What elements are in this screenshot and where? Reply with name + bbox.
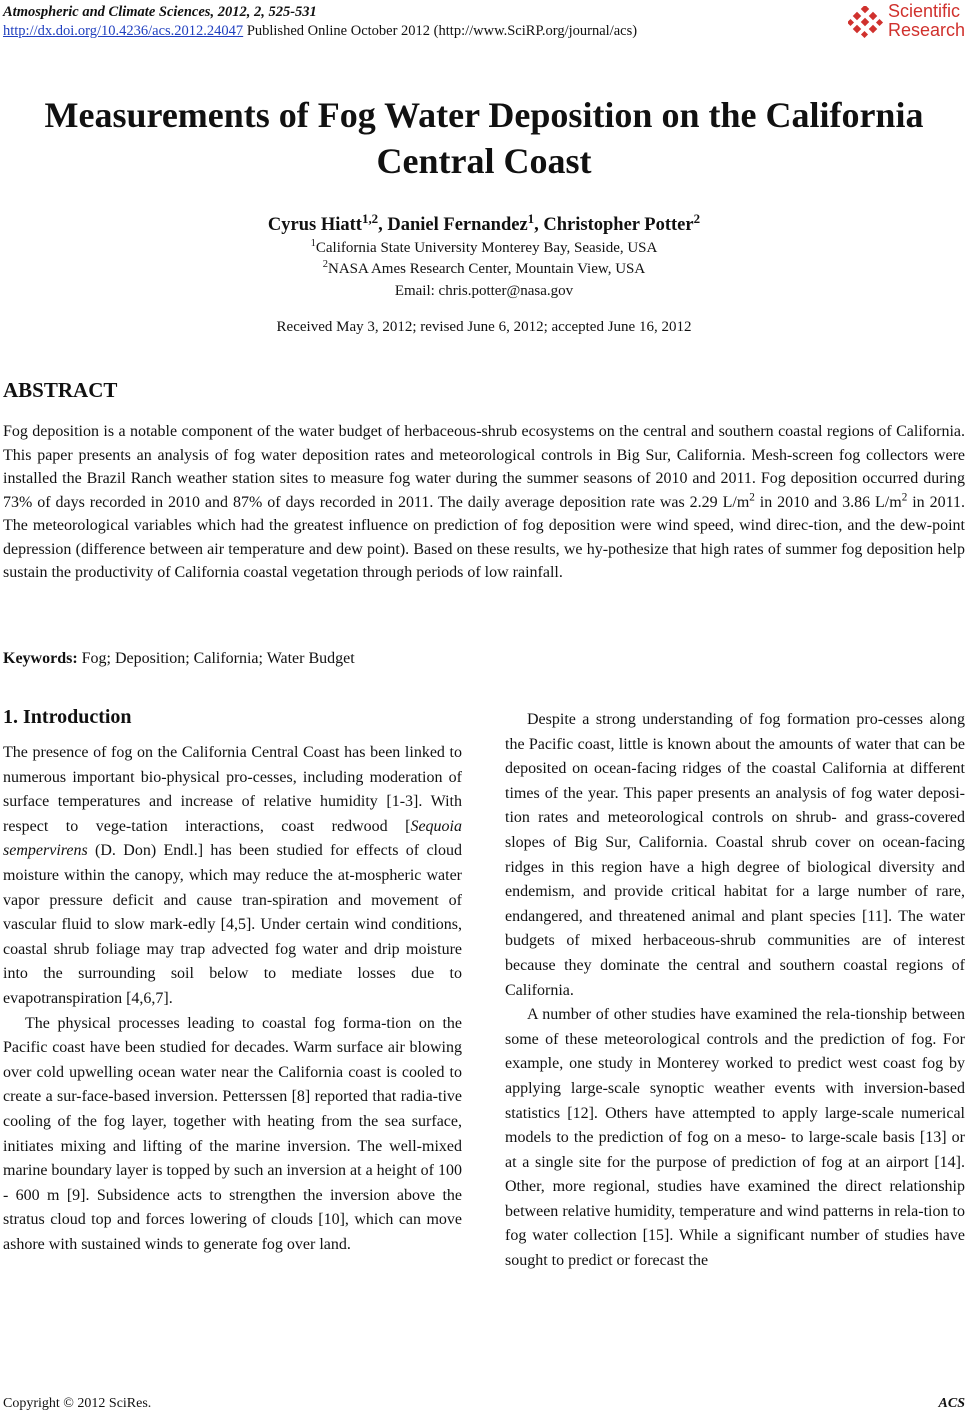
paragraph: Despite a strong understanding of fog formation pro-cesses along the Pacific coast, little is known about the amounts of water that can be deposited on ocean-facing ridges of the coastal California at different times of the year. This paper presents an analysis of fog water deposi-tion rates and meteorological controls on shrub- and grass-covered slopes of Big Sur, California. Coastal shrub cover on ocean-facing ridges in this region have a high degree of biological diversity and endemism, and provide critical habitat for a large number of rare, endangered, and threatened animal and plant species [11]. The water budgets of mixed herbaceous-shrub communities are of interest because they dominate the central and southern coastal regions of California. [505, 711, 965, 999]
logo-text [888, 2, 965, 40]
author-list [0, 210, 968, 237]
text-run: The presence of fog on the California Central Coast has been linked to numerous important bio-physical pro-cesses, including moderation of surface temperatures and increase of relative humidity [1-3]. With respect to vege-tation interactions, coast redwood [ [3, 744, 462, 835]
abstract-heading: ABSTRACT [3, 378, 118, 402]
running-header [3, 3, 823, 41]
author-name: Daniel Fernandez [387, 215, 528, 235]
keywords-text: Fog; Deposition; California; Water Budget [77, 650, 355, 667]
superscript: 2 [749, 491, 755, 504]
copyright-footer: Copyright © 2012 SciRes. [3, 1396, 152, 1411]
published-note: Published Online October 2012 (http://www.SciRP.org/journal/acs) [243, 23, 638, 39]
author-separator: , [378, 215, 388, 235]
received-dates: Received May 3, 2012; revised June 6, 2012; accepted June 16, 2012 [276, 319, 692, 335]
author-affiliation: 2 [693, 210, 701, 226]
logo-line-1: Scientific [888, 1, 961, 21]
affiliation-1 [0, 238, 968, 258]
author-affiliation: 1,2 [361, 210, 379, 226]
paragraph [3, 741, 462, 1012]
abstract-part: in 2010 and 3.86 L/m [754, 493, 902, 511]
paragraph: A number of other studies have examined the rela-tionship between some of these meteorological controls and the prediction of fog. For example, one study in Monterey worked to predict west coast fog by applying large-scale synoptic weather events with inversion-based statistics [12]. Others have attempted to apply large-scale numerical models to the prediction of fog on a meso- to large-scale basis [13] or at a single site for the purpose of prediction of fog at an airport [14]. Other, more regional, studies have examined the direct relationship between relative humidity, temperature and wind patterns in rela-tion to fog water collection [15]. While a significant number of studies have sought to predict or forecast the [505, 1006, 965, 1270]
keywords-label: Keywords: [3, 650, 78, 667]
paper-title [0, 92, 968, 184]
superscript: 2 [901, 491, 908, 504]
scirp-logo-icon [848, 6, 884, 38]
volume-pages: , 2012, 2, 525-531 [210, 4, 317, 20]
doi-link[interactable]: http://dx.doi.org/10.4236/acs.2012.24047 [3, 23, 244, 39]
author-name: Christopher Potter [543, 215, 694, 235]
contact-email: Email: chris.potter@nasa.gov [394, 283, 574, 299]
journal-name: Atmospheric and Climate Sciences [3, 4, 211, 20]
logo-line-2: Research [888, 20, 966, 40]
text-run: (D. Don) Endl.] has been studied for effects of cloud moisture within the canopy, which may reduce the at-mospheric water vapor pressure deficit and cause tran-spiration and movement of vascular fluid to slow mark-edly [4,5]. Under certain wind conditions, coastal shrub foliage may trap advected fog water and drip moisture into the surrounding soil below to mediate losses due to evapotranspiration [4,6,7]. [3, 842, 462, 1007]
paragraph: The physical processes leading to coastal fog forma-tion on the Pacific coast have been studied for decades. Warm surface air blowing over cold upwelling ocean water near the California coast is cooled to create a sur-face-based inversion. Petterssen [8] reported that radia-tive cooling of the fog layer, together with heating from the sea surface, initiates mixing and lifting of the marine inversion. The well-mixed marine boundary layer is topped by such an inversion at a height of 100 - 600 m [9]. Subsidence acts to strengthen the inversion above the stratus cloud top and forces lowering of clouds [10], which can move ashore with sustained winds to generate fog over land. [3, 1014, 462, 1253]
title-line-2: Central Coast [376, 141, 592, 181]
journal-citation [3, 3, 823, 22]
abstract-part: Fog deposition is a notable component of the water budget of herbaceous-shrub ecosystems on the central and southern coastal regions of California. This paper presents an analysis of fog water deposition rates and meteorological controls in Big Sur, California. Mesh-screen fog collectors were installed the Brazil Ranch weather station sites to measure fog water during the summer seasons of 2010 and 2011. Fog deposition occurred during 73% of days recorded in 2010 and 87% of days recorded in 2011. The daily average deposition rate was 2.29 L/m [3, 423, 965, 511]
title-line-1: Measurements of Fog Water Deposition on the California [44, 95, 924, 135]
author-affiliation: 1 [527, 210, 535, 226]
section-heading: 1. Introduction [3, 706, 132, 728]
species-name: Sequoia sempervirens [3, 817, 462, 860]
affiliation-marker: 1 [310, 238, 316, 249]
keywords-line [3, 650, 355, 668]
publisher-logo [848, 2, 966, 42]
author-separator: , [534, 215, 544, 235]
doi-line [3, 22, 823, 41]
abstract-part: in 2011. The meteorological variables which had the greatest influence on prediction of fog deposition were wind speed, wind direc-tion, and the dew-point depression (difference between air temperature and dew point). Based on these results, we hy-pothesize that high rates of summer fog deposition help sustain the productivity of California coastal vegetation through periods of low rainfall. [3, 493, 965, 581]
affiliation-text: NASA Ames Research Center, Mountain View, USA [328, 261, 646, 277]
journal-abbreviation: ACS [938, 1396, 965, 1411]
author-name: Cyrus Hiatt [267, 215, 362, 235]
right-column [505, 708, 965, 1274]
left-column [3, 741, 462, 1257]
affiliation-2 [0, 259, 968, 279]
affiliation-text: California State University Monterey Bay, Seaside, USA [315, 240, 658, 256]
abstract-text [3, 420, 965, 585]
affiliation-marker: 2 [322, 259, 329, 270]
